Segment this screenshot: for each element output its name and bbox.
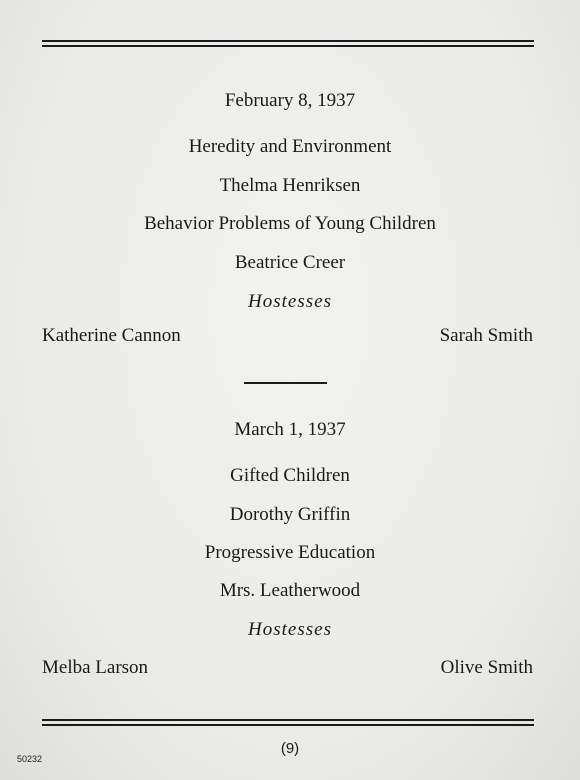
section2-speaker-2: Mrs. Leatherwood [219, 580, 361, 601]
section2-date: March 1, 1937 [234, 419, 346, 440]
section2-hostess-left: Melba Larson [42, 657, 149, 678]
section1-date: February 8, 1937 [224, 90, 356, 111]
section1-topic-2: Behavior Problems of Young Children [144, 213, 436, 234]
section2-hostess-right: Olive Smith [440, 657, 533, 678]
section2-topic-1: Gifted Children [230, 465, 350, 486]
section1-hostess-right: Sarah Smith [439, 325, 533, 346]
section2-topic-2: Progressive Education [204, 542, 376, 563]
section-divider [244, 382, 327, 384]
bottom-double-rule [42, 719, 534, 726]
catalog-number: 50232 [17, 754, 43, 764]
section1-hostesses-heading: Hostesses [248, 291, 332, 312]
section1-speaker-2: Beatrice Creer [234, 252, 346, 273]
section1-topic-1: Heredity and Environment [188, 136, 392, 157]
section1-speaker-1: Thelma Henriksen [219, 175, 361, 196]
page-number: (9) [280, 740, 300, 757]
section2-hostesses-heading: Hostesses [248, 619, 332, 640]
section1-hostess-left: Katherine Cannon [42, 325, 181, 346]
top-double-rule [42, 40, 534, 47]
section2-speaker-1: Dorothy Griffin [229, 504, 351, 525]
